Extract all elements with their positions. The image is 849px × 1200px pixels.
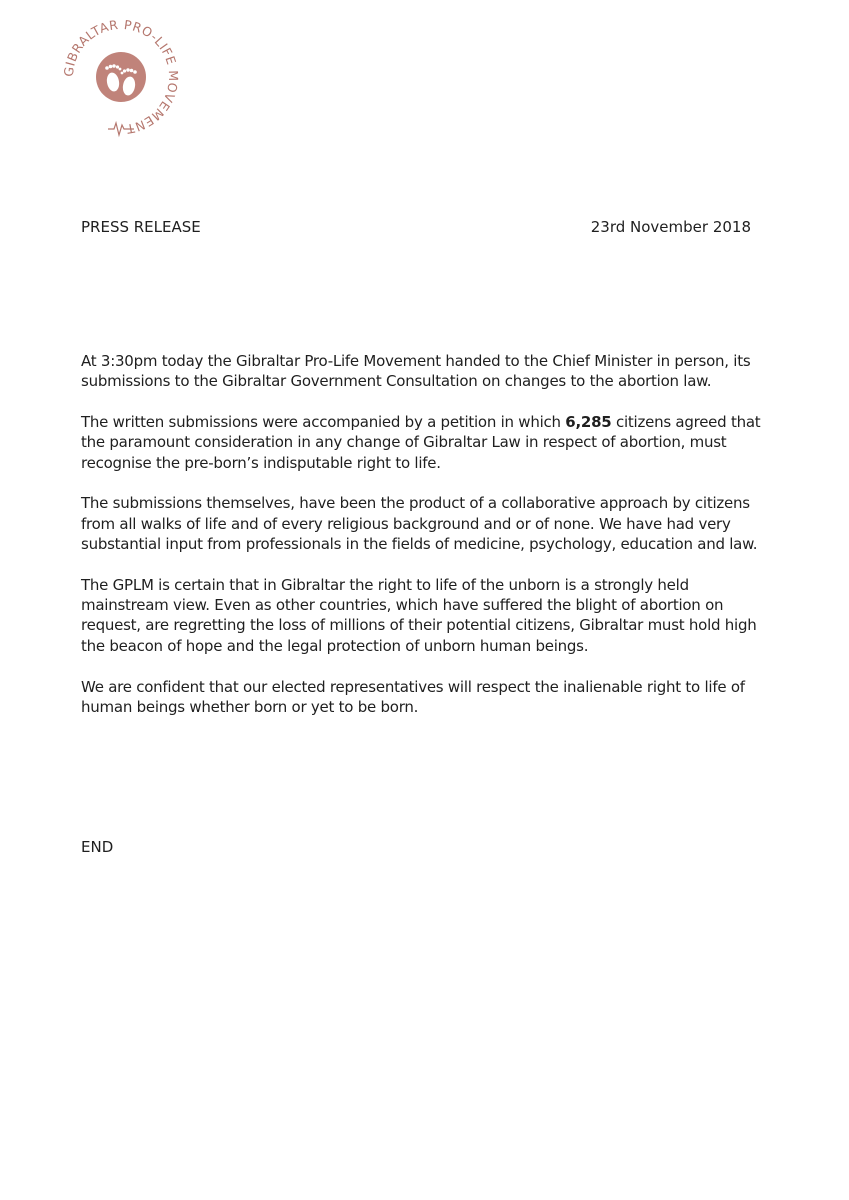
paragraph-2: The written submissions were accompanied by a petition in which 6,285 citizens agreed that the paramount consideration in any change of Gibraltar Law in respect of abortion, must recognise the pre-born’s indisputable right to life.	[81, 413, 761, 472]
logo-ring-text: GIBRALTAR PRO-LIFE MOVEMENT	[60, 16, 182, 137]
press-release-label: PRESS RELEASE	[81, 218, 201, 236]
paragraph-1: At 3:30pm today the Gibraltar Pro-Life Movement handed to the Chief Minister in person, its submissions to the Gibraltar Government Consultation on changes to the abortion law.	[81, 352, 751, 391]
release-date: 23rd November 2018	[590, 218, 751, 236]
petition-count: 6,285	[565, 413, 612, 432]
gplm-logo	[56, 12, 186, 142]
release-header	[81, 218, 751, 236]
paragraph-4: The GPLM is certain that in Gibraltar the right to life of the unborn is a strongly held mainstream view. Even as other countries, which have suffered the blight of abortion on request, are regretting the loss of millions of their potential citizens, Gibraltar must hold high the beacon of hope and the legal protection of unborn human beings.	[81, 575, 757, 655]
end-marker: END	[81, 838, 114, 856]
paragraph-5: We are confident that our elected representatives will respect the inalienable right to life of human beings whether born or yet to be born.	[81, 677, 745, 716]
logo-inner-circle	[96, 52, 146, 102]
release-body	[81, 351, 771, 738]
paragraph-3: The submissions themselves, have been the product of a collaborative approach by citizens from all walks of life and of every religious background and or of none. We have had very substantial input from professionals in the fields of medicine, psychology, education and law.	[81, 494, 758, 554]
